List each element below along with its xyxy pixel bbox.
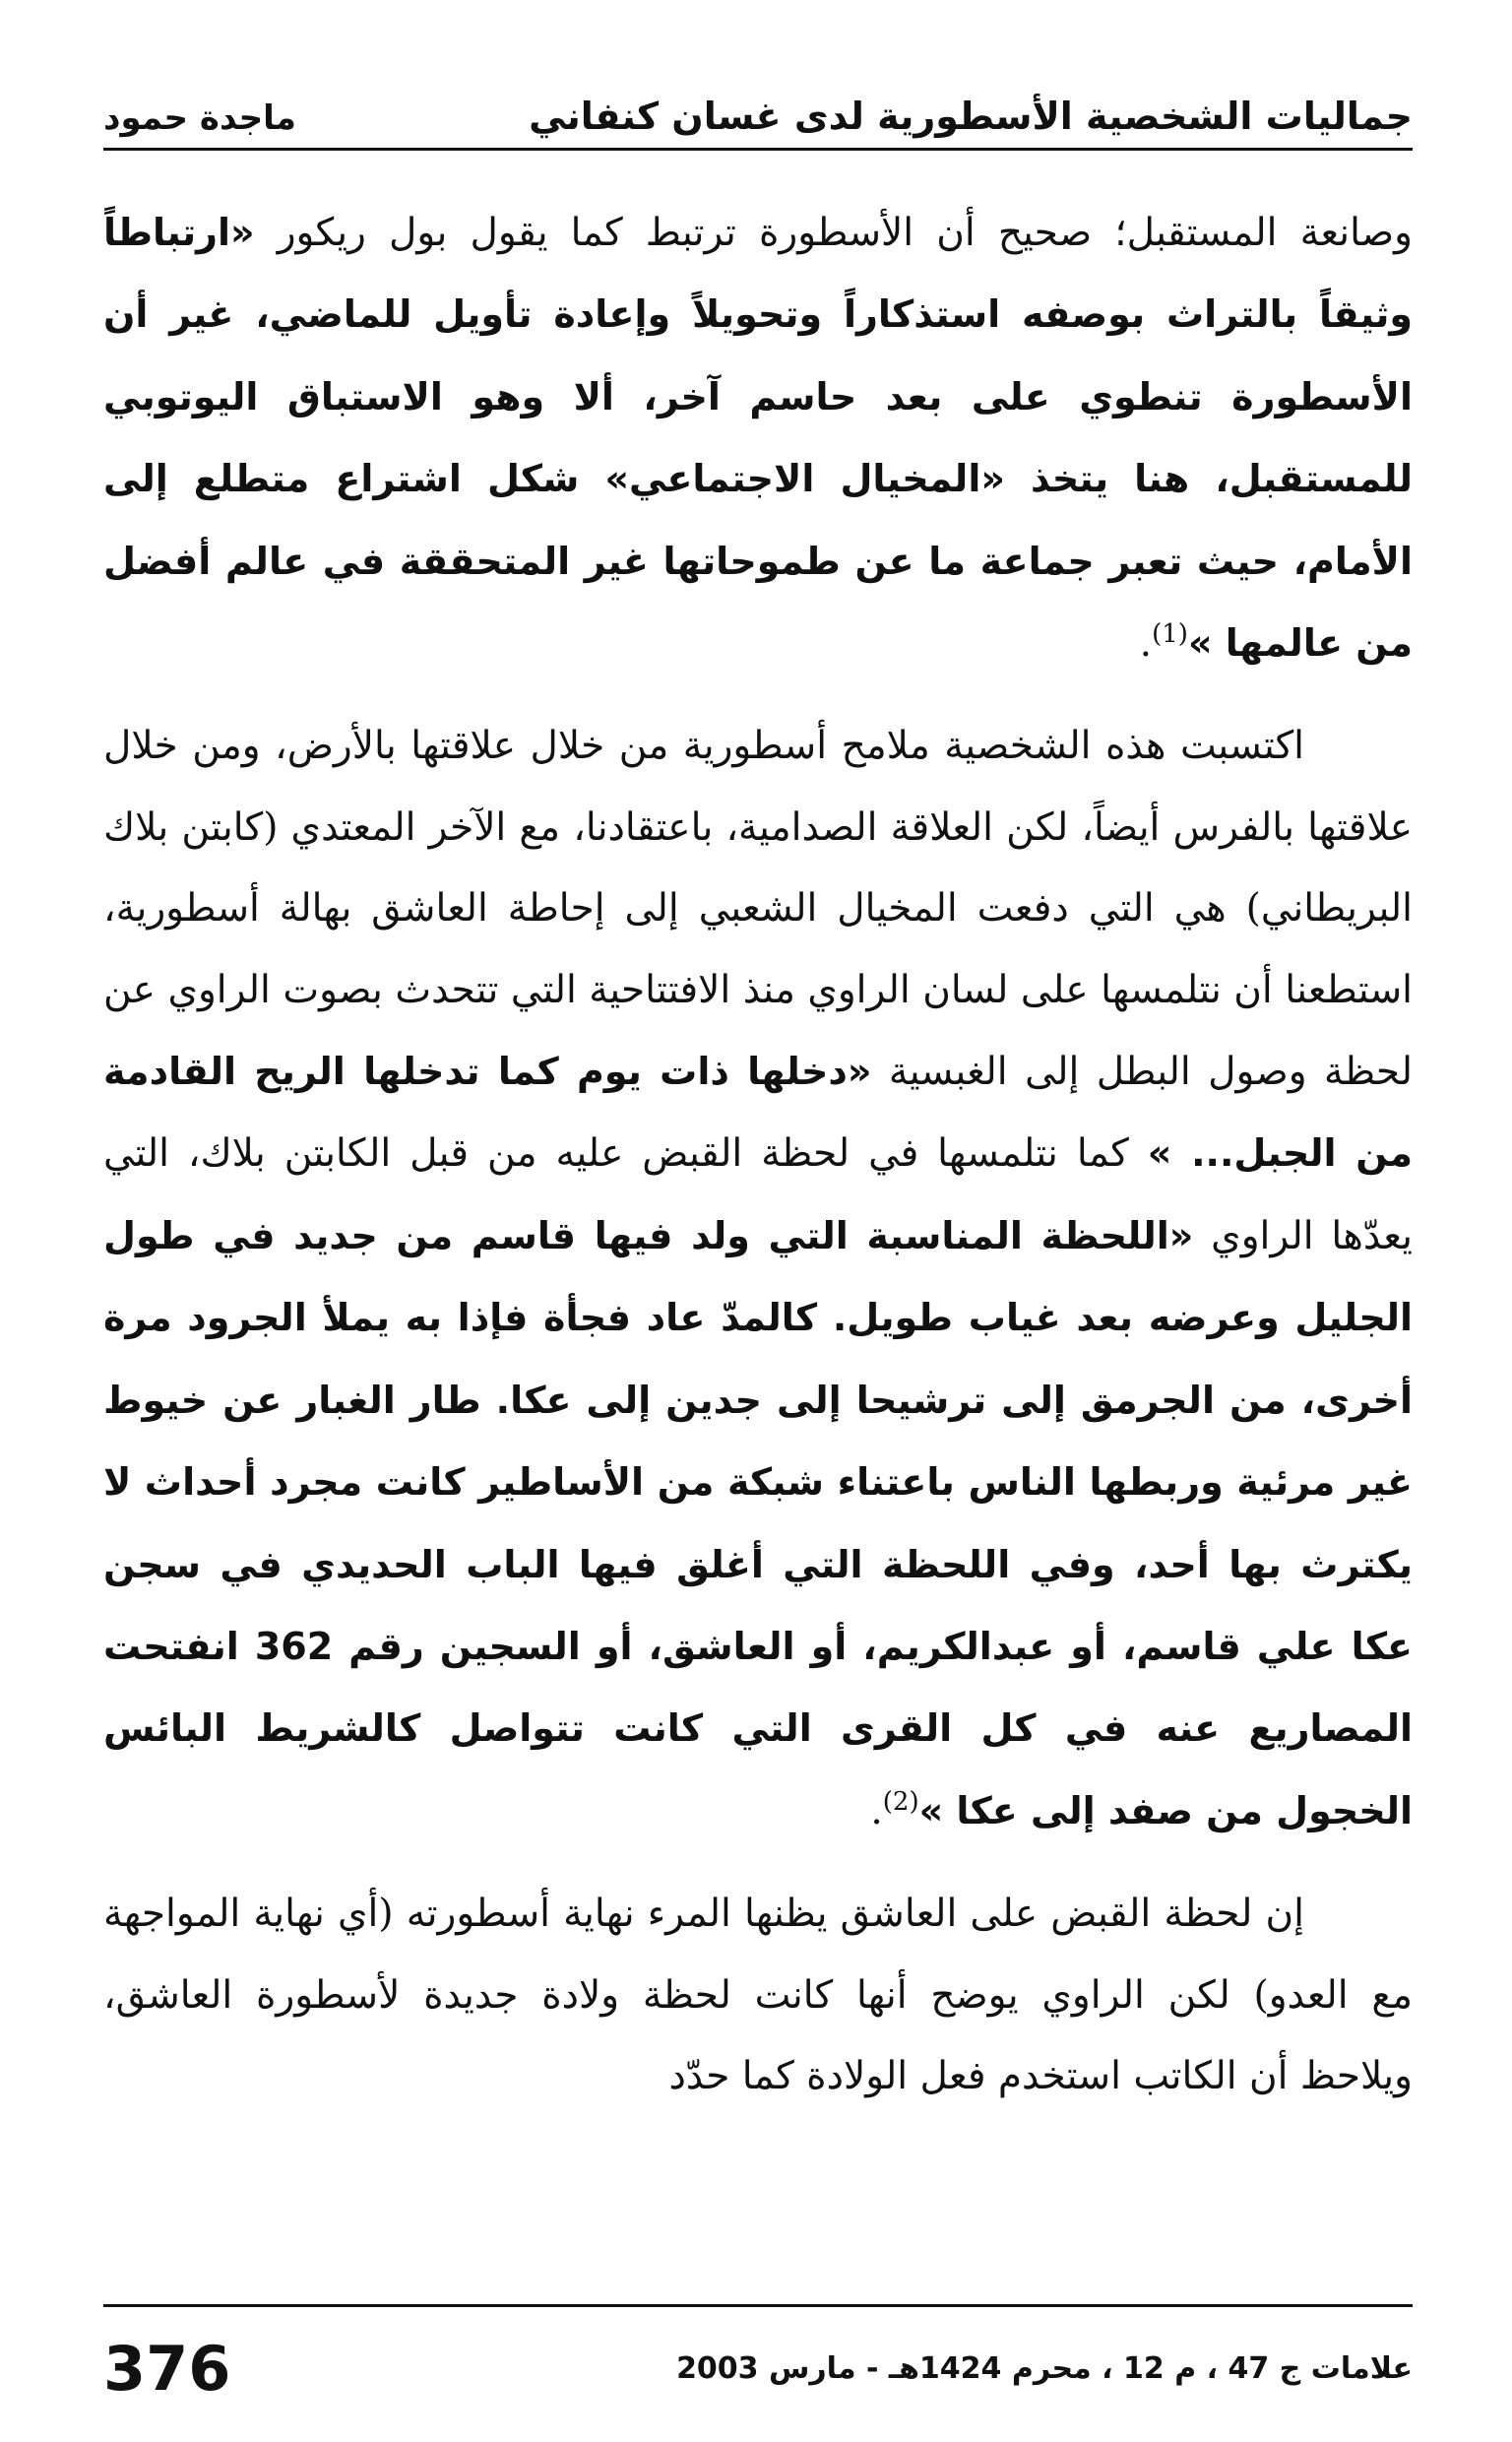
- body-text-run: اكتسبت هذه الشخصية ملامح أسطورية من خلال علاقتها بالأرض، ومن خلال علاقتها بالفرس أيضاً، لكن العلاقة الصدامية، باعتقادنا، مع الآخر المعتدي (كابتن بلاك البريطاني) هي التي دفعت المخيال الشعبي إلى إحاطة العاشق بهالة أسطورية، استطعنا أن نتلمسها على لسان الراوي منذ الافتتاحية التي تتحدث بصوت الراوي عن لحظة وصول البطل إلى الغبسية: [103, 724, 1413, 1095]
- body-text-run: وصانعة المستقبل؛ صحيح أن الأسطورة ترتبط كما يقول بول ريكور: [254, 211, 1413, 255]
- journal-info: علامات ج 47 ، م 12 ، محرم 1424هـ - مارس 2003: [676, 2350, 1413, 2386]
- footnote-marker: (2): [882, 1786, 919, 1817]
- header-rule: [103, 148, 1413, 151]
- page-number: 376: [103, 2332, 231, 2405]
- quoted-text: «اللحظة المناسبة التي ولد فيها قاسم من جديد في طول الجليل وعرضه بعد غياب طويل. كالمدّ عاد فجأة فإذا به يملأ الجرود مرة أخرى، من الجرمق إلى ترشيحا إلى جدين إلى عكا. طار الغبار عن خيوط غير مرئية وربطها الناس باعتناء شبكة من الأساطير كانت مجرد أحداث لا يكترث بها أحد، وفي اللحظة التي أغلق فيها الباب الحديدي في سجن عكا علي قاسم، أو عبدالكريم، أو العاشق، أو السجين رقم 362 انفتحت المصاريع عنه في كل القرى التي كانت تتواصل كالشريط البائس الخجول من صفد إلى عكا »: [103, 1213, 1413, 1832]
- body-text: [103, 192, 1413, 2117]
- quoted-text: «دخلها ذات يوم كما تدخلها الريح القادمة من الجبل... »: [103, 1050, 1413, 1176]
- footer-rule: [103, 2304, 1413, 2307]
- body-text-run: .: [1139, 621, 1153, 667]
- body-text-run: كما نتلمسها في لحظة القبض عليه من قبل الكابتن بلاك، التي يعدّها الراوي: [103, 1131, 1413, 1258]
- paragraph: [103, 706, 1413, 1852]
- paragraph: [103, 192, 1413, 684]
- footnote-marker: (1): [1152, 619, 1188, 650]
- quoted-text: «ارتباطاً وثيقاً بالتراث بوصفه استذكاراً وتحويلاً وإعادة تأويل للماضي، غير أن الأسطورة تنطوي على بعد حاسم آخر، ألا وهو الاستباق اليوتوبي للمستقبل، هنا يتخذ «المخيال الاجتماعي» شكل اشتراع متطلع إلى الأمام، حيث تعبر جماعة ما عن طموحاتها غير المتحققة في عالم أفضل من عالمها »: [103, 211, 1413, 666]
- body-text-run: إن لحظة القبض على العاشق يظنها المرء نهاية أسطورته (أي نهاية المواجهة مع العدو) لكن الراوي يوضح أنها كانت لحظة ولادة جديدة لأسطورة العاشق، ويلاحظ أن الكاتب استخدم فعل الولادة كما حدّد: [103, 1892, 1413, 2098]
- author-name: ماجدة حمود: [103, 98, 296, 138]
- page-footer: [103, 2324, 1413, 2412]
- body-text-run: .: [870, 1788, 883, 1833]
- document-page: [103, 0, 1413, 2442]
- article-title: جماليات الشخصية الأسطورية لدى غسان كنفاني: [529, 95, 1413, 138]
- paragraph: [103, 1874, 1413, 2117]
- running-header: [103, 69, 1413, 138]
